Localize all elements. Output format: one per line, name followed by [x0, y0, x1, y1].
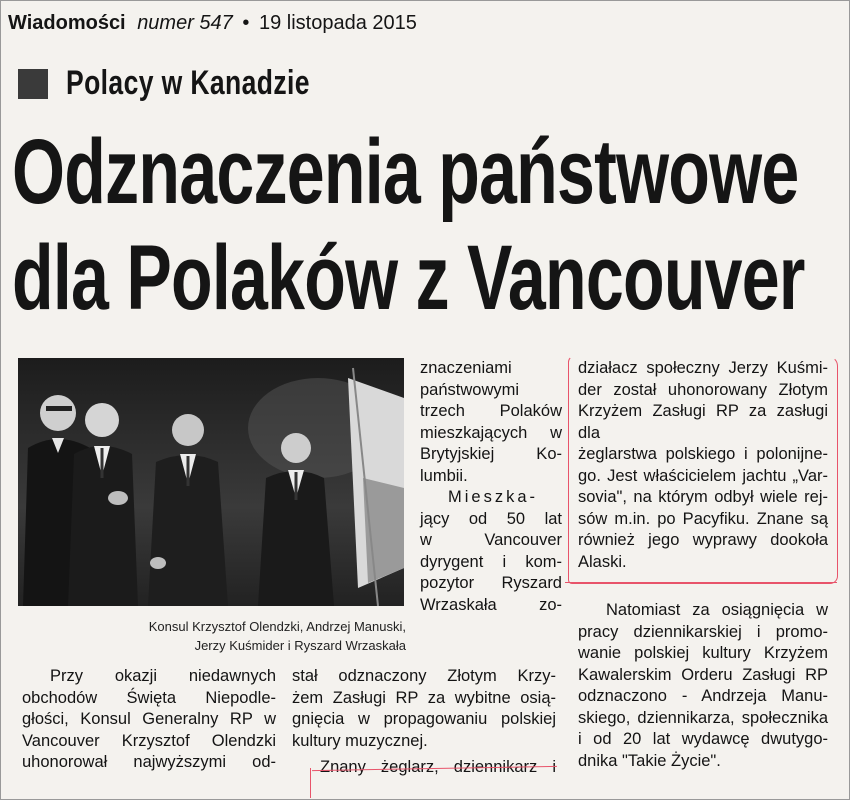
publication-name: Wiadomości — [8, 12, 126, 34]
masthead — [8, 12, 417, 35]
text-line: uhonorował najwyższymi od- — [22, 753, 276, 771]
text-line: kultury muzycznej. — [292, 731, 428, 750]
text-line: go. Jest właścicielem jachtu „Var- — [578, 466, 828, 485]
article-column-3-bottom — [578, 600, 828, 772]
text-line: jący od 50 lat — [420, 509, 562, 528]
issue-date: 19 listopada 2015 — [258, 12, 417, 34]
separator: • — [242, 12, 250, 34]
text-line: gnięcia w propagowaniu polskiej — [292, 710, 556, 728]
text-line: głości, Konsul Generalny RP w — [22, 710, 276, 728]
text-line: sovia", na którym odbył wiele rej- — [578, 488, 828, 506]
text-line: dyrygent i kom- — [420, 552, 562, 571]
photo-illustration — [18, 358, 404, 606]
photo-caption — [60, 617, 406, 655]
article-column-2-bottom — [292, 666, 556, 779]
text-line: żem Zasługi RP za wybitne osią- — [292, 688, 556, 707]
text-line: wanie polskiej kultury Krzyżem — [578, 644, 828, 662]
article-column-1-bottom — [22, 666, 276, 774]
section-marker — [18, 69, 48, 99]
text-line: Brytyjskiej Ko- — [420, 445, 562, 463]
text-line: Alaski. — [578, 552, 627, 571]
text-line: Mieszka- — [448, 488, 539, 506]
text-line: mieszkających w — [420, 423, 562, 442]
text-line: działacz społeczny Jerzy Kuśmi- — [578, 359, 828, 377]
article-column-1-top — [420, 358, 562, 616]
headline-line-2: dla Polaków z Vancouver — [12, 227, 805, 329]
text-line: skiego, dziennikarza, społecznika — [578, 708, 828, 727]
text-line: Znany żeglarz, dziennikarz i — [320, 758, 556, 776]
section-label: Polacy w Kanadzie — [66, 64, 310, 102]
highlight-underline — [565, 582, 837, 583]
text-line: der został uhonorowany Złotym — [578, 380, 828, 399]
issue-number: numer 547 — [137, 12, 233, 34]
caption-line: Konsul Krzysztof Olendzki, Andrzej Manuski, — [148, 619, 406, 634]
text-line: w Vancouver — [420, 531, 562, 549]
headline-line-1: Odznaczenia państwowe — [12, 121, 799, 223]
text-line: Krzyżem Zasługi RP za zasługi dla — [578, 402, 828, 442]
text-line: obchodów Święta Niepodle- — [22, 688, 276, 707]
text-line: Natomiast za osiągnięcia w — [606, 601, 828, 619]
text-line: Kawalerskim Orderu Zasługi RP — [578, 665, 828, 684]
text-line: Vancouver Krzysztof Olendzki — [22, 731, 276, 750]
section-header — [18, 64, 379, 103]
highlight-bracket — [310, 768, 311, 798]
text-line: pozytor Ryszard — [420, 574, 562, 592]
text-line: sów m.in. po Pacyfiku. Znane są — [578, 509, 828, 528]
text-line: Wrzaskała zo- — [420, 595, 562, 614]
text-line: stał odznaczony Złotym Krzy- — [292, 667, 556, 685]
text-line: znaczeniami — [420, 359, 512, 377]
text-line: Przy okazji niedawnych — [50, 667, 276, 685]
text-line: lumbii. — [420, 466, 468, 485]
text-line: żeglarstwa polskiego i polonijne- — [578, 445, 828, 463]
text-line: państwowymi — [420, 380, 520, 399]
text-line: pracy dziennikarskiej i promo- — [578, 622, 828, 641]
text-line: i od 20 lat wydawcę dwutygo- — [578, 730, 828, 748]
text-line: również jego wyprawy dookoła — [578, 531, 828, 549]
text-line: trzech Polaków — [420, 402, 562, 420]
caption-line: Jerzy Kuśmider i Ryszard Wrzaskała — [194, 638, 406, 653]
text-line: odznaczono - Andrzeja Manu- — [578, 687, 828, 705]
highlight-box — [568, 356, 838, 584]
text-line: dnika "Takie Życie". — [578, 751, 721, 770]
article-photo — [18, 358, 404, 606]
